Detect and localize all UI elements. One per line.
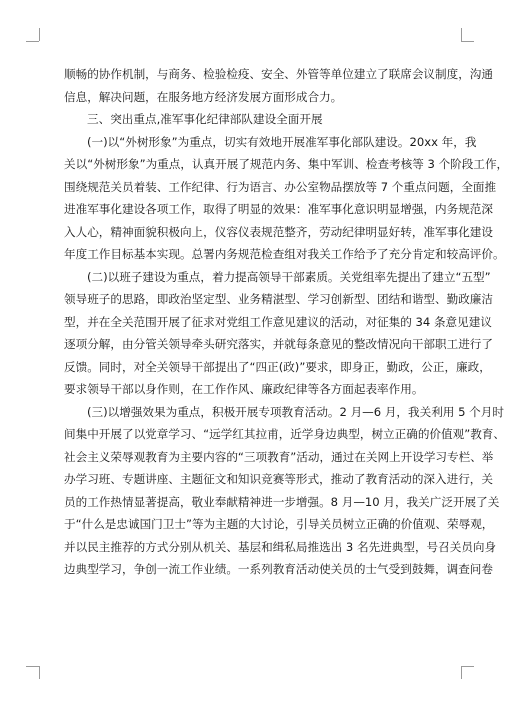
crop-mark-top-left-v (39, 28, 40, 41)
text-line: 围绕规范关员着装、工作纪律、行为语言、办公室物品摆放等 7 个重点问题，全面推 (64, 179, 497, 194)
crop-mark-top-right-v (461, 28, 462, 41)
paragraph-start: (二)以班子建设为重点，着力提高领导干部素质。关党组率先提出了建立“五型” (87, 269, 491, 284)
crop-mark-bottom-left-v (39, 666, 40, 679)
text-line: 办学习班、专题讲座、主题征文和知识竞赛等形式，推动了教育活动的深入进行，关 (64, 472, 493, 486)
crop-mark-bottom-right-v (461, 666, 462, 679)
text-line: 员的工作热情显著提高，敬业奉献精神进一步增强。8 月—10 月，我关广泛开展了关 (64, 494, 500, 509)
text-line: 要求领导干部以身作则，在工作作风、廉政纪律等各方面起表率作用。 (64, 382, 424, 396)
text-line: 社会主义荣辱观教育为主要内容的“三项教育”活动，通过在关网上开设学习专栏、举 (64, 449, 494, 464)
crop-mark-top-left-h (26, 41, 39, 42)
text-line: 型，并在全关范围开展了征求对党组工作意见建议的活动，对征集的 34 条意见建议 (64, 314, 492, 329)
paragraph-start: (一)以“外树形象”为重点，切实有效地开展准军事化部队建设。20xx 年，我 (87, 134, 477, 149)
text-line: 入人心，精神面貌积极向上，仪容仪表规范整齐，劳动纪律明显好转，准军事化建设 (64, 224, 493, 239)
text-line: 并以民主推荐的方式分别从机关、基层和缉私局推选出 3 名先进典型，号召关员向身 (64, 539, 497, 554)
text-line: 信息，解决问题，在服务地方经济发展方面形成合力。 (64, 89, 343, 104)
text-line: 进准军事化建设各项工作，取得了明显的效果：准军事化意识明显增强，内务规范深 (64, 202, 493, 216)
text-line: 顺畅的协作机制，与商务、检验检疫、安全、外管等单位建立了联席会议制度，沟通 (64, 67, 493, 81)
text-line: 关以“外树形象”为重点，认真开展了规范内务、集中军训、检查考核等 3 个阶段工作， (64, 157, 508, 171)
text-line: 逐项分解，由分管关领导牵头研究落实，并就每条意见的整改情况向干部职工进行了 (64, 337, 493, 351)
text-line: 间集中开展了以党章学习、“远学红其拉甫，近学身边典型，树立正确的价值观”教育、 (64, 427, 505, 441)
crop-mark-top-right-h (461, 41, 474, 42)
paragraph-start: (三)以增强效果为重点，积极开展专项教育活动。2 月—6 月，我关利用 5 个月时 (87, 404, 504, 419)
document-body (64, 63, 508, 581)
text-line: 年度工作目标基本实现。总署内务规范检查组对我关工作给予了充分肯定和较高评价。 (64, 247, 505, 261)
text-line: 边典型学习，争创一流工作业绩。一系列教育活动使关员的士气受到鼓舞，调查问卷 (64, 562, 493, 576)
crop-mark-bottom-left-h (26, 666, 39, 667)
text-line: 反馈。同时，对全关领导干部提出了“四正(政)”要求，即身正，勤政，公正，廉政， (64, 359, 491, 374)
section-heading: 三、突出重点,准军事化纪律部队建设全面开展 (87, 112, 323, 126)
text-line: 于“什么是忠诚国门卫士”等为主题的大讨论，引导关员树立正确的价值观、荣辱观， (64, 517, 494, 531)
text-line: 领导班子的思路，即政治坚定型、业务精湛型、学习创新型、团结和谐型、勤政廉洁 (64, 292, 493, 306)
crop-mark-bottom-right-h (461, 666, 474, 667)
